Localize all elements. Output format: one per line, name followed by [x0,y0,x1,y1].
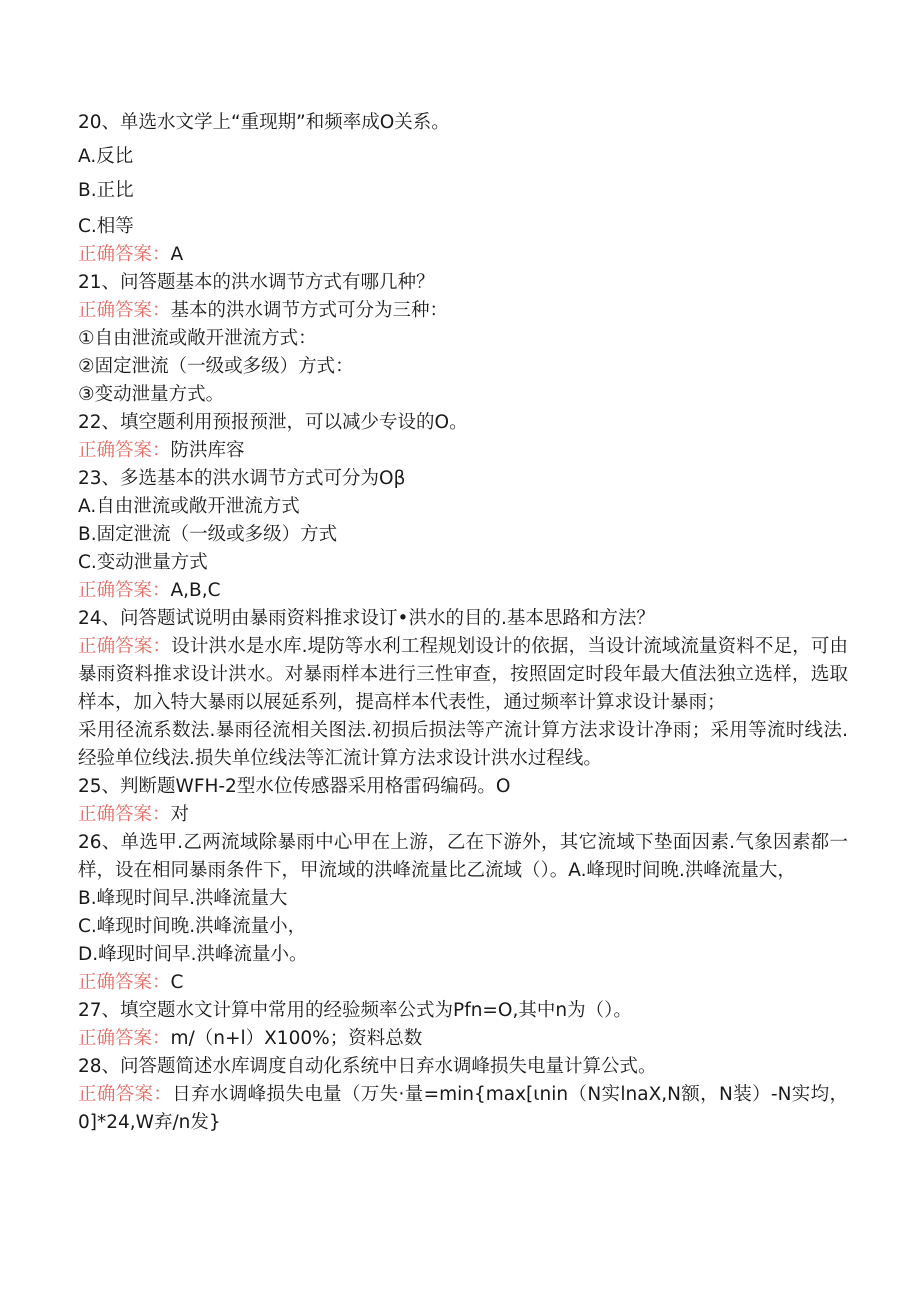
answer-point: ②固定泄流（一级或多级）方式： [78,356,354,377]
option-a: A.自由泄流或敞开泄流方式 [78,496,300,517]
question-23-stem: 23、多选基本的洪水调节方式可分为Oβ [78,468,406,489]
answer-value: 日弃水调峰损失电量（万失·量=min{max[ιnin（N实lnaX,N额，N装）-N实均，0]*24,W弃/n发} [78,1084,848,1133]
answer-value: m/（n+l）X100%；资料总数 [170,1028,423,1049]
answer-label: 正确答案： [78,1084,173,1105]
answer-value: A [170,244,184,265]
document-body [78,109,848,1137]
option-c: C.峰现时间晚.洪峰流量小， [78,916,307,937]
answer-label: 正确答案： [78,1028,171,1049]
answer-label: 正确答案： [78,636,172,657]
answer-value: 防洪库容 [170,440,245,461]
question-26-stem: 26、单选甲.乙两流域除暴雨中心甲在上游，乙在下游外，其它流域下垫面因素.气象因素都一样，设在相同暴雨条件下，甲流域的洪峰流量比乙流域（）。A.峰现时间晚.洪峰流量大， [78,832,848,881]
option-b: B.峰现时间早.洪峰流量大 [78,888,288,909]
question-24-stem: 24、问答题试说明由暴雨资料推求设订•洪水的目的.基本思路和方法？ [78,608,655,629]
answer-21 [78,297,848,325]
answer-26 [78,969,848,997]
option-b: B.固定泄流（一级或多级）方式 [78,524,338,545]
answer-25 [78,801,848,829]
answer-27 [78,1025,848,1053]
answer-label: 正确答案： [78,244,171,265]
question-22-stem: 22、填空题利用预报预泄，可以减少专设的O。 [78,412,468,433]
answer-28 [78,1081,848,1137]
answer-value: 对 [170,804,190,825]
answer-point: ③变动泄量方式。 [78,384,225,405]
answer-23 [78,577,848,605]
option-b: B.正比 [78,180,134,201]
option-c: C.变动泄量方式 [78,552,208,573]
answer-label: 正确答案： [78,580,171,601]
option-c: C.相等 [78,216,134,237]
answer-20 [78,241,848,269]
answer-label: 正确答案： [78,300,171,321]
answer-24-continued: 采用径流系数法.暴雨径流相关图法.初损后损法等产流计算方法求设计净雨；采用等流时线法.经验单位线法.损失单位线法等汇流计算方法求设计洪水过程线。 [78,720,848,769]
answer-value: 设计洪水是水库.堤防等水利工程规划设计的依据，当设计流域流量资料不足，可由暴雨资料推求设计洪水。对暴雨样本进行三性审查，按照固定时段年最大值法独立选样，选取样本，加入特大暴雨以展延系列，提高样本代表性，通过频率计算求设计暴雨； [78,636,848,713]
option-a: A.反比 [78,146,134,167]
question-25-stem: 25、判断题WFH-2型水位传感器采用格雷码编码。O [78,776,511,797]
answer-value: C [170,972,184,993]
answer-label: 正确答案： [78,972,171,993]
option-d: D.峰现时间早.洪峰流量小。 [78,944,308,965]
question-21-stem: 21、问答题基本的洪水调节方式有哪几种？ [78,272,435,293]
question-20-stem: 20、单选水文学上“重现期”和频率成O关系。 [78,112,450,133]
question-28-stem: 28、问答题简述水库调度自动化系统中日弃水调峰损失电量计算公式。 [78,1056,657,1077]
answer-22 [78,437,848,465]
answer-label: 正确答案： [78,804,171,825]
answer-point: ①自由泄流或敞开泄流方式： [78,328,317,349]
answer-value: A,B,C [170,580,221,601]
answer-24 [78,633,848,717]
answer-label: 正确答案： [78,440,171,461]
question-27-stem: 27、填空题水文计算中常用的经验频率公式为Pfn=O,其中n为（）。 [78,1000,632,1021]
answer-value: 基本的洪水调节方式可分为三种： [170,300,449,321]
